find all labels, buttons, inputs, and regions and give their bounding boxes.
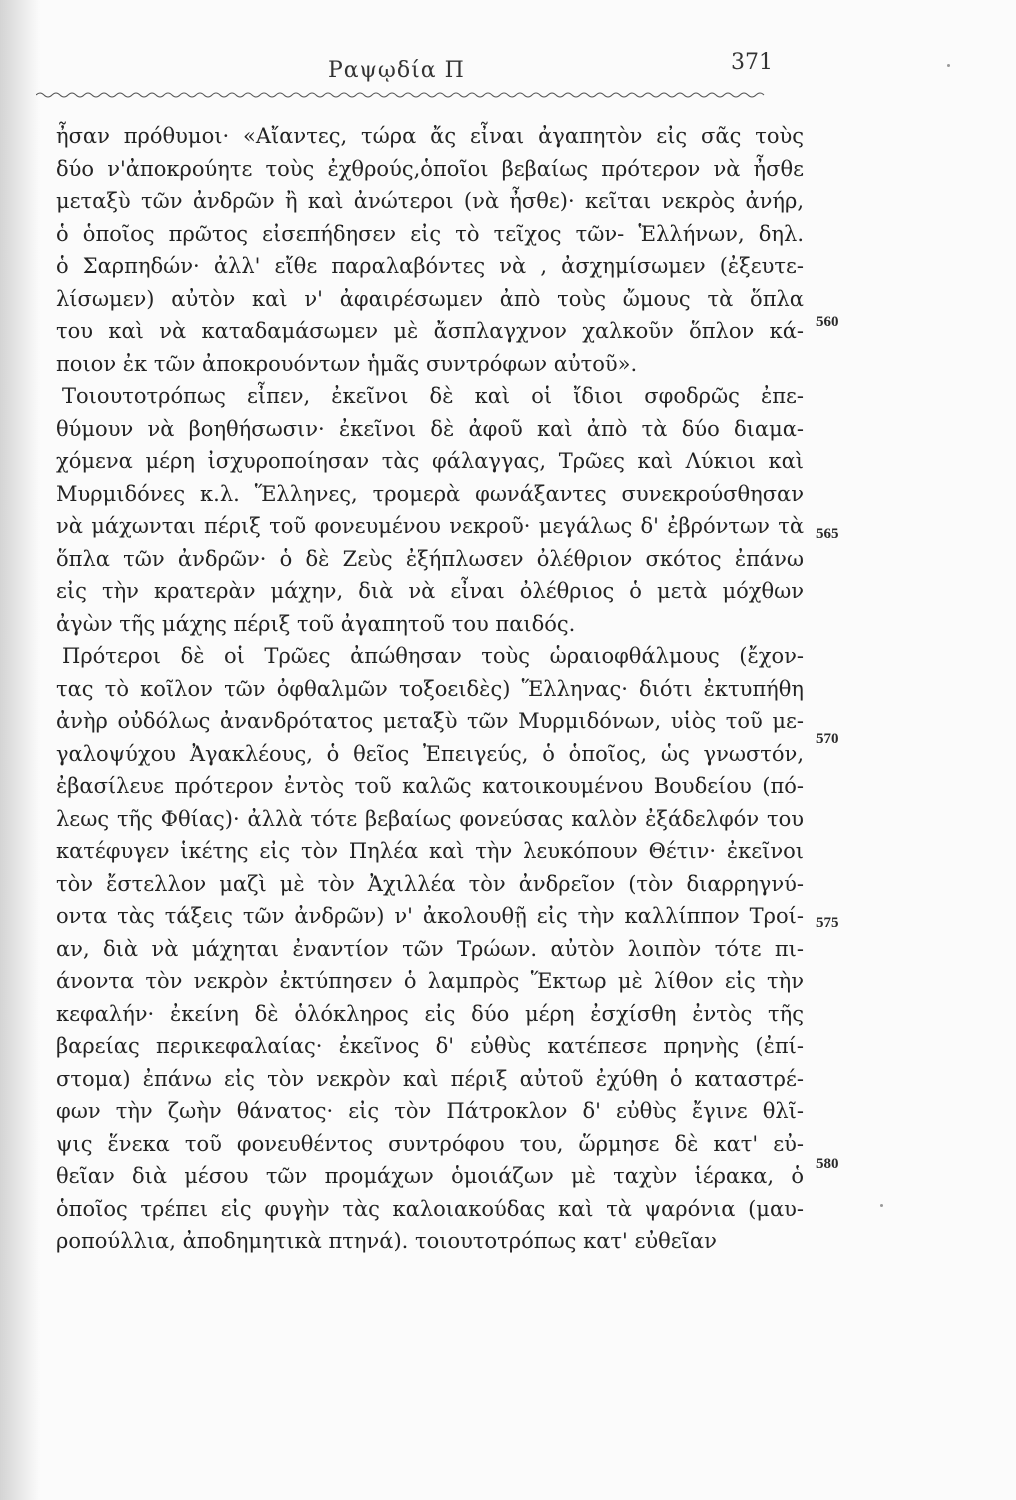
text-line: ἀνὴρ οὐδόλως ἀνανδρότατος μεταξὺ τῶν Μυρμιδόνων, υἱὸς τοῦ με- <box>56 709 804 733</box>
text-line: οντα τὰς τάξεις τῶν ἀνδρῶν) ν' ἀκολουθῇ εἰς τὴν καλλίππον Τροί- <box>56 904 804 928</box>
verse-number: 560 <box>816 314 839 330</box>
text-line: ποιον ἐκ τῶν ἀποκρουόντων ἡμᾶς συντρόφων αὐτοῦ». <box>56 351 638 376</box>
text-line: λίσωμεν) αὐτὸν καὶ ν' ἀφαιρέσωμεν ἀπὸ τοὺς ὤμους τὰ ὅπλα <box>56 286 804 311</box>
verse-number: 580 <box>816 1156 839 1172</box>
text-line: ὁποῖος τρέπει εἰς φυγὴν τὰς καλοιακούδας καὶ τὰ ψαρόνια (μαυ- <box>56 1196 804 1221</box>
verse-number: 565 <box>816 526 839 542</box>
running-header-title: Ραψῳδία Π <box>328 58 465 83</box>
text-line: άνοντα τὸν νεκρὸν ἐκτύπησεν ὁ λαμπρὸς Ἕκτωρ μὲ λίθον εἰς τὴν <box>56 969 804 993</box>
text-line: αν, διὰ νὰ μάχηται ἐναντίον τῶν Τρώων. αὐτὸν λοιπὸν τότε πι- <box>56 936 804 961</box>
text-line: ροπούλλια, ἀποδημητικὰ πτηνά). τοιουτοτρόπως κατ' εὐθεῖαν <box>56 1229 717 1253</box>
text-line: θύμουν νὰ βοηθήσωσιν· ἐκεῖνοι δὲ ἀφοῦ καὶ ἀπὸ τὰ δύο διαμα- <box>56 416 804 441</box>
page-number: 371 <box>731 50 773 75</box>
text-line: του καὶ νὰ καταδαμάσωμεν μὲ ἄσπλαγχνον χαλκοῦν ὅπλον κά- <box>56 319 804 343</box>
text-line: ὁ ὁποῖος πρῶτος εἰσεπήδησεν εἰς τὸ τεῖχος τῶν- Ἑλλήνων, δηλ. <box>56 221 804 246</box>
header-ornamental-rule <box>36 86 768 100</box>
text-line: λεως τῆς Φθίας)· ἀλλὰ τότε βεβαίως φονεύσας καλὸν ἐξάδελφόν του <box>56 806 804 831</box>
text-line: φων τὴν ζωὴν θάνατος· εἰς τὸν Πάτροκλον δ' εὐθὺς ἔγινε θλῖ- <box>56 1099 804 1123</box>
text-line: εἰς τὴν κρατερὰν μάχην, διὰ νὰ εἶναι ὀλέθριος ὁ μετὰ μόχθων <box>56 579 804 603</box>
text-line: ψις ἕνεκα τοῦ φονευθέντος συντρόφου του, ὥρμησε δὲ κατ' εὐ- <box>56 1131 804 1156</box>
paper-speck <box>947 64 950 67</box>
verse-number: 575 <box>816 915 839 931</box>
text-line: τὸν ἔστελλον μαζὶ μὲ τὸν Ἀχιλλέα τὸν ἀνδρεῖον (τὸν διαρρηγνύ- <box>56 871 804 896</box>
text-line: στομα) ἐπάνω εἰς τὸν νεκρὸν καὶ πέριξ αὐτοῦ ἐχύθη ὁ καταστρέ- <box>56 1066 804 1091</box>
paper-speck <box>880 1204 883 1207</box>
text-line: ἀγὼν τῆς μάχης πέριξ τοῦ ἀγαπητοῦ του παιδός. <box>56 611 576 636</box>
text-line: θεῖαν διὰ μέσου τῶν προμάχων ὁμοιάζων μὲ ταχὺν ἱέρακα, ὁ <box>56 1164 804 1188</box>
text-line: Πρότεροι δὲ οἱ Τρῶες ἀπώθησαν τοὺς ὡραιοφθάλμους (ἔχον- <box>62 644 804 668</box>
text-line: ὅπλα τῶν ἀνδρῶν· ὁ δὲ Ζεὺς ἐξήπλωσεν ὀλέθριον σκότος ἐπάνω <box>56 546 804 571</box>
text-line: κατέφυγεν ἱκέτης εἰς τὸν Πηλέα καὶ τὴν λευκόπουν Θέτιν· ἐκεῖνοι <box>56 839 804 863</box>
text-line: μεταξὺ τῶν ἀνδρῶν ἢ καὶ ἀνώτεροι (νὰ ἦσθε)· κεῖται νεκρὸς ἀνήρ, <box>56 189 804 213</box>
text-line: νὰ μάχωνται πέριξ τοῦ φονευμένου νεκροῦ· μεγάλως δ' ἐβρόντων τὰ <box>56 514 804 538</box>
body-text <box>56 120 804 1258</box>
verse-number: 570 <box>816 731 839 747</box>
text-line: κεφαλήν· ἐκείνη δὲ ὁλόκληρος εἰς δύο μέρη ἐσχίσθη ἐντὸς τῆς <box>56 1001 804 1026</box>
text-line: ὁ Σαρπηδών· ἀλλ' εἴθε παραλαβόντες νὰ , ἀσχημίσωμεν (ἐξευτε- <box>56 254 804 278</box>
page-binding-shadow <box>0 0 40 1500</box>
text-line: γαλοψύχου Ἀγακλέους, ὁ θεῖος Ἐπειγεύς, ὁ ὁποῖος, ὡς γνωστόν, <box>56 741 804 766</box>
text-line: ἦσαν πρόθυμοι· «Αἴαντες, τώρα ἄς εἶναι ἀγαπητὸν εἰς σᾶς τοὺς <box>56 124 804 148</box>
text-line: δύο ν'ἀποκρούητε τοὺς ἐχθρούς,ὁποῖοι βεβαίως πρότερον νὰ ἦσθε <box>56 156 804 181</box>
text-line: τας τὸ κοῖλον τῶν ὀφθαλμῶν τοξοειδὲς) Ἕλληνας· διότι ἐκτυπήθη <box>56 676 804 701</box>
text-line: Μυρμιδόνες κ.λ. Ἕλληνες, τρομερὰ φωνάξαντες συνεκρούσθησαν <box>56 481 804 506</box>
text-line: Τοιουτοτρόπως εἶπεν, ἐκεῖνοι δὲ καὶ οἱ ἴδιοι σφοδρῶς ἐπε- <box>62 384 804 408</box>
text-line: βαρείας περικεφαλαίας· ἐκεῖνος δ' εὐθὺς κατέπεσε πρηνὴς (ἐπί- <box>56 1034 804 1058</box>
text-line: χόμενα μέρη ἰσχυροποίησαν τὰς φάλαγγας, Τρῶες καὶ Λύκιοι καὶ <box>56 449 804 473</box>
text-line: ἐβασίλευε πρότερον ἐντὸς τοῦ καλῶς κατοικουμένου Βουδείου (πό- <box>56 774 804 798</box>
